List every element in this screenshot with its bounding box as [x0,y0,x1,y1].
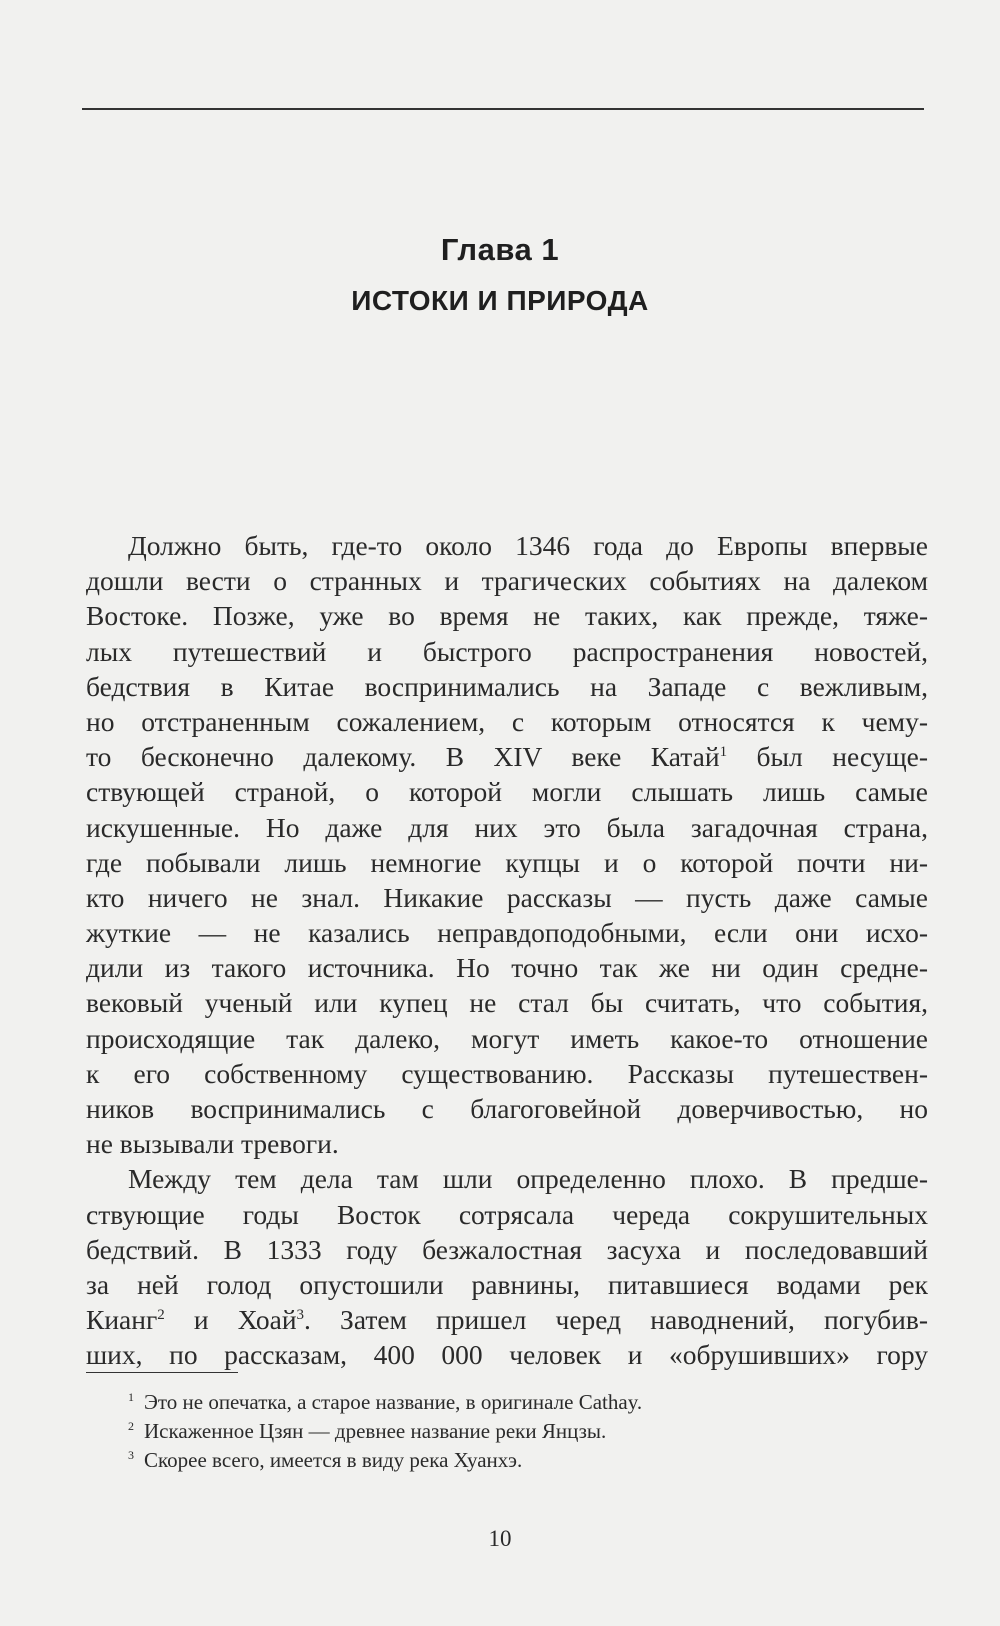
footnote [128,1446,928,1475]
line-segment: и Хоай [164,1304,297,1336]
text-line: Между тем дела там шли определенно плохо. В предше- [128,1163,928,1195]
chapter-title: ИСТОКИ И ПРИРОДА [351,285,649,316]
text-line: к его собственному существованию. Рассказы путешествен- [86,1057,928,1089]
line-segment: Кианг [86,1304,158,1336]
text-line [86,739,928,774]
footnote-text: Искаженное Цзян — древнее название реки Янцзы. [144,1419,607,1443]
text-line: вековый ученый или купец не стал бы считать, что события, [86,987,928,1019]
text-line: жуткие — не казались неправдоподобными, если они исхо- [86,917,928,949]
text-line: ствующей страной, о которой могли слышать лишь самые [86,776,928,808]
text-line: дили из такого источника. Но точно так же ни один средне- [86,952,928,984]
text-line: ствующие годы Восток сотрясала череда сокрушительных [86,1198,928,1230]
footnote-ref: 2 [157,1306,165,1323]
text-line: искушенные. Но даже для них это была загадочная страна, [86,811,928,843]
text-line: Востоке. Позже, уже во время не таких, как прежде, тяже- [86,600,928,632]
footnote-mark: 1 [128,1390,134,1404]
text-line: за ней голод опустошили равнины, питавшиеся водами рек [86,1268,928,1300]
text-line: не вызывали тревоги. [86,1128,339,1160]
text-line: происходящие так далеко, могут иметь какое-то отношение [86,1022,928,1054]
footnote-mark: 3 [128,1448,134,1462]
text-line: ников воспринимались с благоговейной доверчивостью, но [86,1093,928,1124]
footnote-mark: 2 [128,1419,134,1433]
line-segment: то бесконечно далекому. В XIV веке Катай [86,741,720,773]
body-text [86,528,928,1373]
page-number: 10 [488,1526,512,1551]
line-segment: . Затем пришел черед наводнений, погубив- [304,1304,928,1336]
text-line: бедствия в Китае воспринимались на Западе с вежливым, [86,670,928,702]
text-line: бедствий. В 1333 году безжалостная засуха и последовавший [86,1233,928,1265]
text-line: но отстраненным сожалением, с которым относятся к чему- [86,705,928,737]
text-line: дошли вести о странных и трагических событиях на далеком [86,565,928,597]
footnote-ref: 1 [719,743,728,760]
footnote-rule [86,1372,238,1373]
footnote-text: Это не опечатка, а старое название, в оригинале Cathay. [144,1390,643,1414]
text-line: лых путешествий и быстрого распространения новостей, [86,635,928,667]
text-line: где побывали лишь немногие купцы и о которой почти ни- [86,846,928,878]
line-segment: был несуще- [727,741,928,773]
text-line: Должно быть, где-то около 1346 года до Европы впервые [128,530,928,561]
text-line: ших, по рассказам, 400 000 человек и «обрушивших» гору [86,1339,928,1371]
header-rule [82,108,924,110]
footnotes [128,1388,928,1475]
footnote-text: Скорее всего, имеется в виду река Хуанхэ. [144,1448,523,1472]
text-line [86,1302,928,1337]
chapter-number: Глава 1 [440,232,560,267]
footnote [128,1417,928,1446]
footnote [128,1388,928,1417]
footnote-ref: 3 [296,1306,305,1323]
text-line: кто ничего не знал. Никакие рассказы — пусть даже самые [86,881,928,913]
